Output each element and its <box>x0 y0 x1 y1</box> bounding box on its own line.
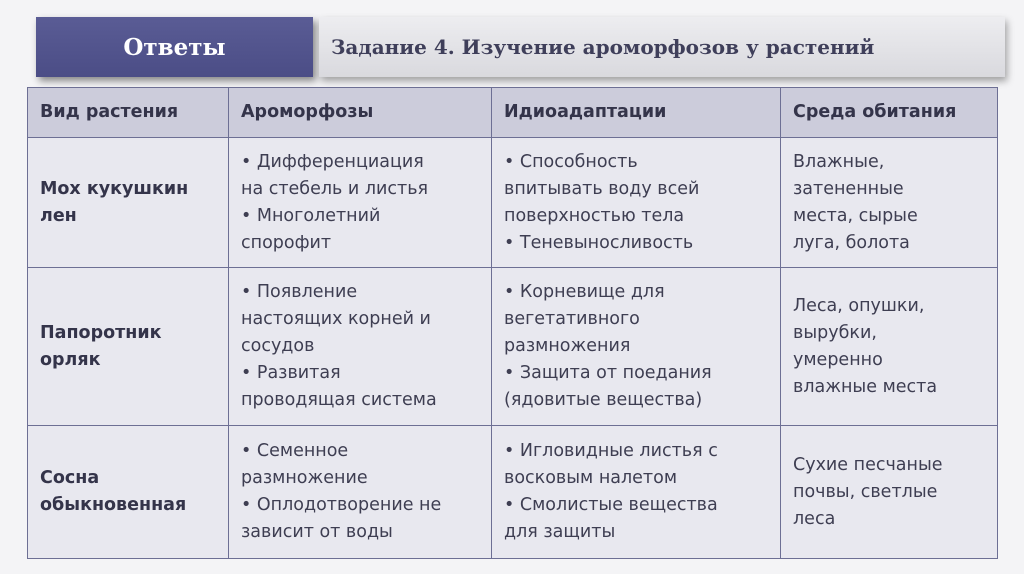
cell-line: для защиты <box>504 522 616 542</box>
column-header-aromorphoses: Ароморфозы <box>229 88 492 138</box>
plant-name-line: обыкновенная <box>40 495 187 515</box>
aromorphoses-cell <box>229 268 492 426</box>
task-header <box>319 17 1005 77</box>
column-header-plant: Вид растения <box>28 88 229 138</box>
plant-name-line: Папоротник <box>40 322 162 343</box>
cell-line: • Появление <box>241 282 358 302</box>
column-header-habitat: Среда обитания <box>781 88 998 138</box>
cell-line: места, сырые <box>793 205 918 226</box>
plant-cell <box>28 426 229 559</box>
table-row <box>28 138 998 268</box>
aromorphoses-cell <box>229 426 492 559</box>
cell-line: леса <box>793 508 836 529</box>
cell-line: • Многолетний <box>241 205 381 226</box>
cell-line: Влажные, <box>793 151 885 172</box>
cell-line: Сухие песчаные <box>793 454 943 475</box>
cell-line: спорофит <box>241 232 332 253</box>
cell-line: (ядовитые вещества) <box>504 390 703 410</box>
cell-line: затененные <box>793 178 904 199</box>
idioadaptations-cell <box>492 138 781 268</box>
idioadaptations-cell <box>492 268 781 426</box>
cell-line: • Способность <box>504 151 638 172</box>
answers-label: Ответы <box>123 33 226 61</box>
table-header-row <box>28 88 998 138</box>
cell-line: настоящих корней и <box>241 309 431 329</box>
plant-name-line: Мох кукушкин <box>40 178 189 199</box>
habitat-cell <box>781 426 998 559</box>
cell-line: • Теневыносливость <box>504 232 694 253</box>
plant-cell <box>28 268 229 426</box>
column-header-idioadaptations: Идиоадаптации <box>492 88 781 138</box>
plant-name-line: лен <box>40 205 77 226</box>
cell-line: восковым налетом <box>504 468 678 488</box>
plant-name-line: орляк <box>40 349 101 370</box>
cell-line: поверхностью тела <box>504 205 685 226</box>
cell-line: размножение <box>241 468 368 488</box>
cell-line: • Оплодотворение не <box>241 495 442 515</box>
aromorphoses-cell <box>229 138 492 268</box>
task-title: Задание 4. Изучение ароморфозов у растений <box>331 35 875 59</box>
cell-line: влажные места <box>793 376 938 397</box>
cell-line: луга, болота <box>793 232 910 253</box>
cell-line: зависит от воды <box>241 522 393 542</box>
cell-line: • Развитая <box>241 363 341 383</box>
cell-line: на стебель и листья <box>241 178 429 199</box>
cell-line: размножения <box>504 336 631 356</box>
table-row <box>28 426 998 559</box>
plant-name-line: Сосна <box>40 468 100 488</box>
cell-line: сосудов <box>241 336 315 356</box>
habitat-cell <box>781 268 998 426</box>
cell-line: • Защита от поедания <box>504 363 712 383</box>
cell-line: • Семенное <box>241 441 349 461</box>
cell-line: • Смолистые вещества <box>504 495 718 515</box>
plant-cell <box>28 138 229 268</box>
answers-header <box>36 17 313 77</box>
table-row <box>28 268 998 426</box>
idioadaptations-cell <box>492 426 781 559</box>
cell-line: почвы, светлые <box>793 481 938 502</box>
cell-line: умеренно <box>793 349 883 370</box>
cell-line: впитывать воду всей <box>504 178 700 199</box>
cell-line: Леса, опушки, <box>793 295 925 316</box>
cell-line: • Корневище для <box>504 282 665 302</box>
cell-line: вырубки, <box>793 322 877 343</box>
cell-line: вегетативного <box>504 309 640 329</box>
cell-line: • Дифференциация <box>241 151 424 172</box>
cell-line: • Игловидные листья с <box>504 441 718 461</box>
habitat-cell <box>781 138 998 268</box>
cell-line: проводящая система <box>241 390 437 410</box>
aromorphoses-table <box>27 87 998 559</box>
